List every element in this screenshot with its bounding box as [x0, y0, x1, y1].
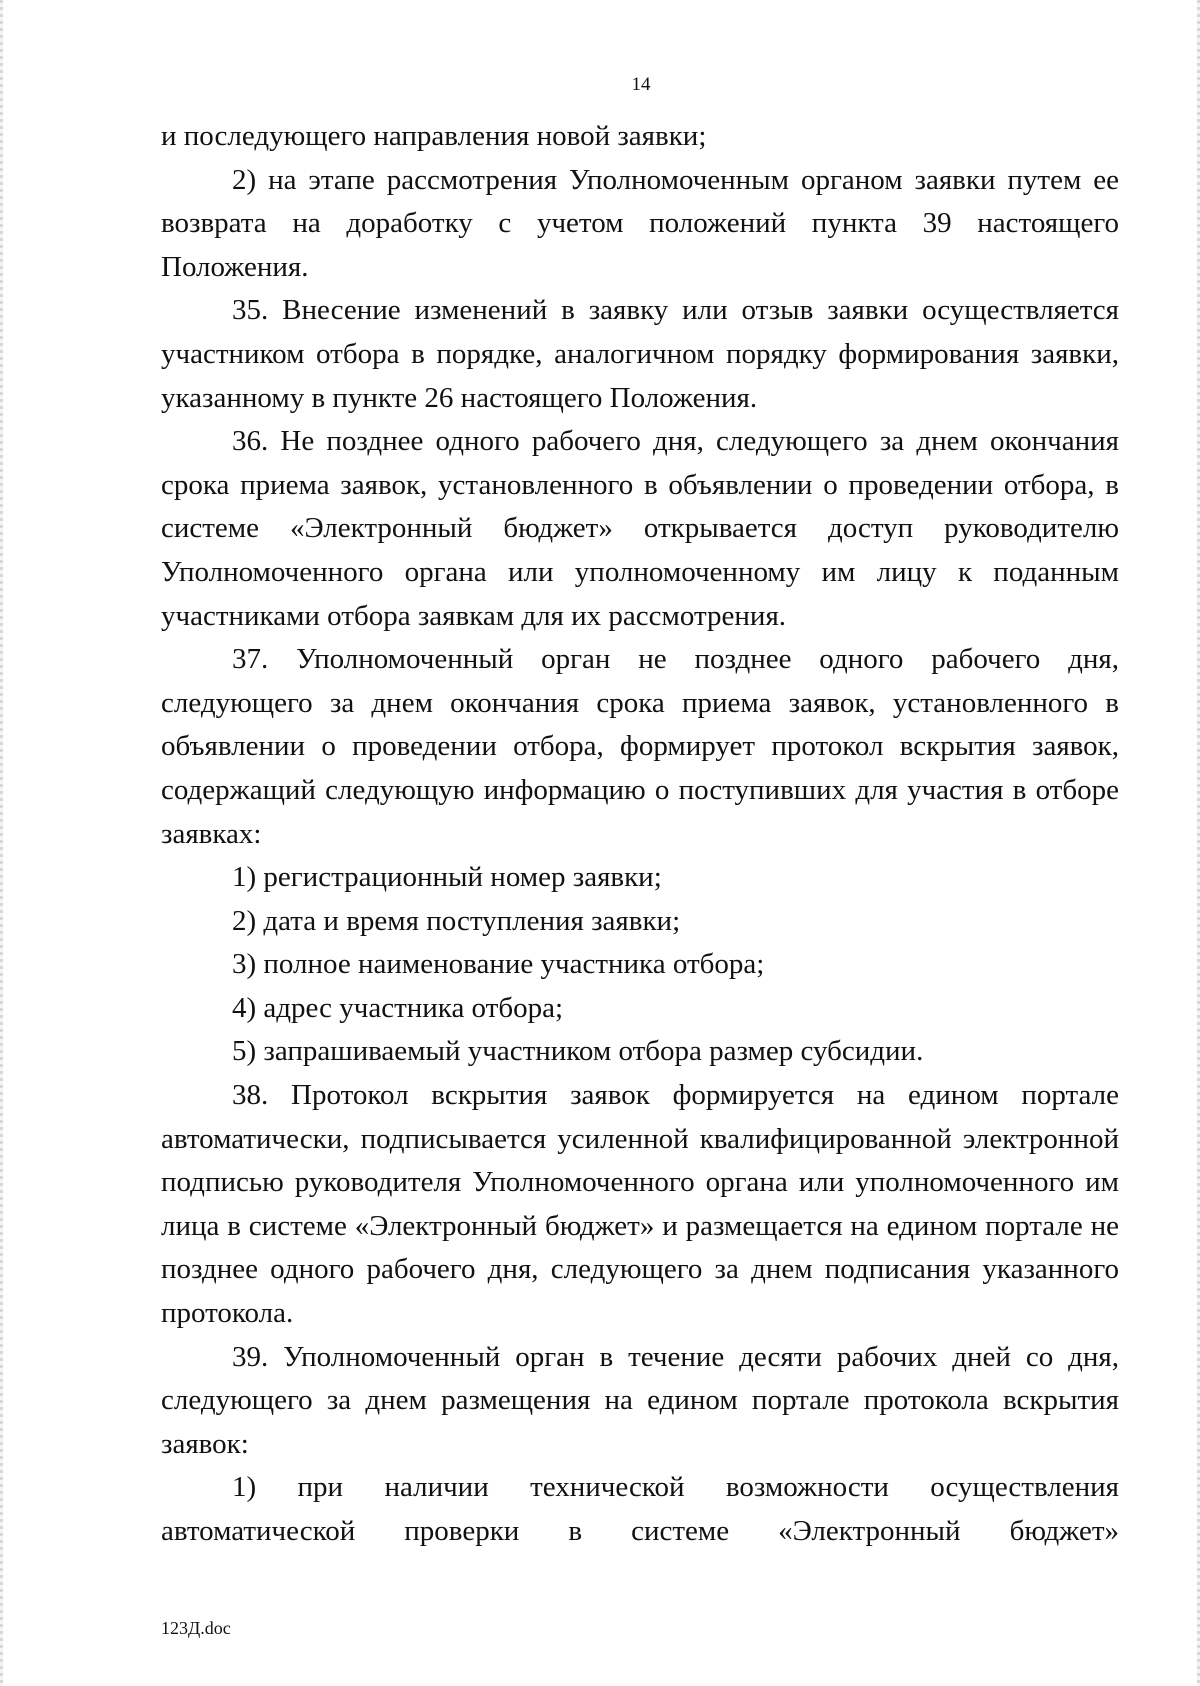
- scan-edge-left: [0, 0, 3, 1686]
- paragraph-39-item-1: 1) при наличии технической возможности осуществления автоматической проверки в системе «Электронный бюджет»: [161, 1471, 1119, 1547]
- page-number: 14: [631, 74, 651, 95]
- paragraph-continuation: и последующего направления новой заявки;: [161, 120, 707, 152]
- list-item-3: 3) полное наименование участника отбора;: [232, 948, 765, 981]
- paragraph-36: 36. Не позднее одного рабочего дня, следующего за днем окончания срока приема заявок, установленного в объявлении о проведении отбора, в системе «Электронный бюджет» открывается доступ руководителю Уполномоченного органа или уполномоченному им лицу к поданным участниками отбора заявкам для их рассмотрения.: [161, 425, 1119, 632]
- paragraph-38: 38. Протокол вскрытия заявок формируется на едином портале автоматически, подписывается усиленной квалифицированной электронной подписью руководителя Уполномоченного органа или уполномоченного им лица в системе «Электронный бюджет» и размещается на едином портале не позднее одного рабочего дня, следующего за днем подписания указанного протокола.: [161, 1079, 1119, 1330]
- paragraph-35: 35. Внесение изменений в заявку или отзыв заявки осуществляется участником отбора в порядке, аналогичном порядку формирования заявки, указанному в пункте 26 настоящего Положения.: [161, 294, 1119, 414]
- document-body: [161, 115, 1119, 1554]
- paragraph-item-2: 2) на этапе рассмотрения Уполномоченным органом заявки путем ее возврата на доработку с учетом положений пункта 39 настоящего Положения.: [161, 163, 1119, 283]
- footer-filename: 123Д.doc: [161, 1618, 231, 1638]
- list-item-2: 2) дата и время поступления заявки;: [232, 904, 681, 937]
- paragraph-39: 39. Уполномоченный орган в течение десяти рабочих дней со дня, следующего за днем размещения на едином портале протокола вскрытия заявок:: [161, 1340, 1119, 1460]
- paragraph-37: 37. Уполномоченный орган не позднее одного рабочего дня, следующего за днем окончания срока приема заявок, установленного в объявлении о проведении отбора, формирует протокол вскрытия заявок, содержащий следующую информацию о поступивших для участия в отборе заявках:: [161, 643, 1119, 850]
- list-item-4: 4) адрес участника отбора;: [232, 991, 564, 1024]
- list-item-5: 5) запрашиваемый участником отбора размер субсидии.: [232, 1035, 924, 1068]
- list-item-1: 1) регистрационный номер заявки;: [232, 861, 662, 894]
